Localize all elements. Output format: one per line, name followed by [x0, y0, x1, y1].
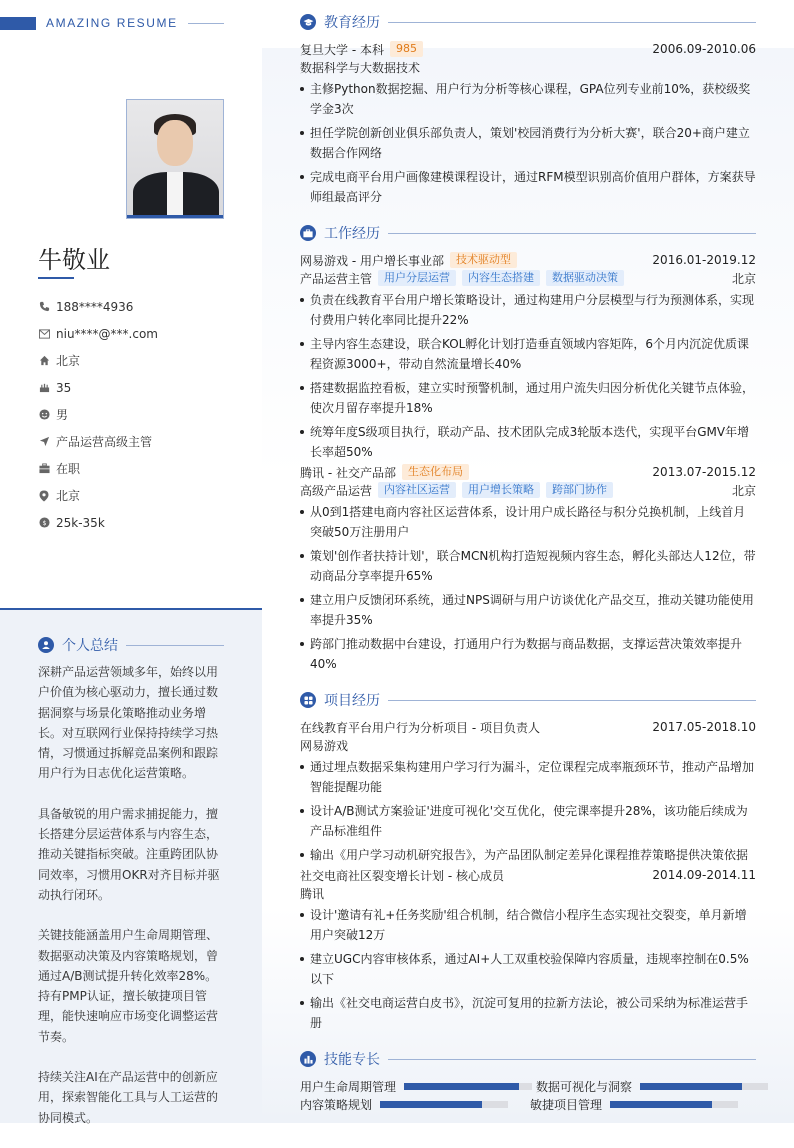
- skill-fill: [380, 1101, 482, 1108]
- section-divider: [388, 700, 756, 701]
- info-status: [38, 455, 238, 482]
- skill-bar: [404, 1083, 532, 1090]
- info-city: [38, 347, 238, 374]
- education-bullets: [300, 79, 756, 207]
- project-org: 腾讯: [300, 886, 325, 901]
- skill-bar: [640, 1083, 768, 1090]
- profile-name: 牛敬业: [38, 246, 110, 274]
- skill-bar: [610, 1101, 738, 1108]
- skill-fill: [640, 1083, 742, 1090]
- info-text: 35: [56, 380, 72, 395]
- list-item: 负责在线教育平台用户增长策略设计，通过构建用户分层模型与行为预测体系，实现付费用户转化率同比提升22%: [300, 290, 756, 330]
- info-age: [38, 374, 238, 401]
- project-date: 2014.09-2014.11: [652, 868, 756, 882]
- section-divider: [388, 22, 756, 23]
- projects-heading: [300, 690, 756, 710]
- summary-paragraph: 深耕产品运营领域多年，始终以用户价值为核心驱动力，擅长通过数据洞察与场景化策略推动业务增长。对互联网行业保持持续学习热情，习惯通过拆解竞品案例和跟踪用户行为日志优化运营策略。: [38, 665, 219, 781]
- project-date: 2017.05-2018.10: [652, 720, 756, 734]
- skills-heading: [300, 1049, 756, 1069]
- work-entry: [300, 251, 756, 466]
- section-divider: [388, 233, 756, 234]
- info-text: 188****4936: [56, 299, 134, 314]
- job-role: 产品运营主管: [300, 271, 373, 286]
- project-entry: [300, 718, 756, 869]
- skill-label: 数据可视化与洞察: [536, 1079, 633, 1094]
- user-icon: [38, 637, 54, 653]
- list-item: 完成电商平台用户画像建模课程设计，通过RFM模型识别高价值用户群体，方案获导师组最高评分: [300, 167, 756, 207]
- job-city: 北京: [731, 271, 756, 286]
- job-bullets: [300, 502, 756, 674]
- info-text: 产品运营高级主管: [56, 435, 153, 449]
- section-title: 工作经历: [324, 226, 380, 242]
- info-phone: [38, 293, 238, 320]
- avatar: [126, 99, 224, 219]
- skill-tag: 内容生态搭建: [462, 270, 540, 286]
- school-tag: 985: [390, 41, 423, 57]
- list-item: 搭建数据监控看板，建立实时预警机制，通过用户流失归因分析优化关键节点体验，使次月留存率提升18%: [300, 378, 756, 418]
- mail-icon: [38, 328, 50, 340]
- contact-info-list: [38, 293, 238, 536]
- info-email: [38, 320, 238, 347]
- project-name: 社交电商社区裂变增长计划 - 核心成员: [300, 868, 504, 883]
- list-item: 从0到1搭建电商内容社区运营体系，设计用户成长路径与积分兑换机制，上线首月突破50万注册用户: [300, 502, 756, 542]
- project-entry: [300, 866, 756, 1037]
- phone-icon: [38, 301, 50, 313]
- summary-paragraph: 持续关注AI在产品运营中的创新应用，探索智能化工具与人工运营的协同模式。: [38, 1070, 219, 1125]
- cake-icon: [38, 382, 50, 394]
- list-item: 主导内容生态建设，联合KOL孵化计划打造垂直领域内容矩阵，6个月内沉淀优质课程资源3000+，带动自然流量增长40%: [300, 334, 756, 374]
- info-text: 北京: [56, 354, 81, 368]
- list-item: 担任学院创新创业俱乐部负责人，策划'校园消费行为分析大赛'，联合20+商户建立数据合作网络: [300, 123, 756, 163]
- list-item: 设计'邀请有礼+任务奖励'组合机制，结合微信小程序生态实现社交裂变，单月新增用户突破12万: [300, 905, 756, 945]
- info-gender: [38, 401, 238, 428]
- list-item: 通过埋点数据采集构建用户学习行为漏斗，定位课程完成率瓶颈环节，推动产品增加智能提醒功能: [300, 757, 756, 797]
- skill-fill: [610, 1101, 712, 1108]
- brand-title: AMAZING RESUME: [46, 16, 178, 30]
- grid-icon: [300, 692, 316, 708]
- summary-paragraph: 具备敏锐的用户需求捕捉能力，擅长搭建分层运营体系与内容生态，推动关键指标突破。注重跨团队协同效率，习惯用OKR对齐目标并驱动执行闭环。: [38, 806, 220, 902]
- section-divider: [126, 645, 224, 646]
- project-name: 在线教育平台用户行为分析项目 - 项目负责人: [300, 720, 540, 735]
- list-item: 建立用户反馈闭环系统，通过NPS调研与用户访谈优化产品交互，推动关键功能使用率提升35%: [300, 590, 756, 630]
- skill-tag: 数据驱动决策: [546, 270, 624, 286]
- section-title: 项目经历: [324, 693, 380, 709]
- major: 数据科学与大数据技术: [300, 60, 421, 75]
- job-city: 北京: [731, 483, 756, 498]
- skill-tag: 用户增长策略: [462, 482, 540, 498]
- skill-tag: 用户分层运营: [378, 270, 456, 286]
- graduation-cap-icon: [300, 14, 316, 30]
- brand-bar: [0, 17, 36, 30]
- skill-label: 敏捷项目管理: [530, 1097, 603, 1112]
- name-divider: [38, 277, 74, 279]
- section-divider: [388, 1059, 756, 1060]
- location-pin-icon: [38, 490, 50, 502]
- list-item: 主修Python数据挖掘、用户行为分析等核心课程，GPA位列专业前10%，获校级奖学金3次: [300, 79, 756, 119]
- company-tag: 技术驱动型: [450, 252, 517, 268]
- company-name: 网易游戏 - 用户增长事业部: [300, 253, 444, 268]
- section-title: 技能专长: [324, 1052, 380, 1068]
- brand-divider: [188, 23, 224, 24]
- summary-paragraph: 关键技能涵盖用户生命周期管理、数据驱动决策及内容策略规划，曾通过A/B测试提升转化效率28%。持有PMP认证，擅长敏捷项目管理，能快速响应市场变化调整运营节奏。: [38, 928, 219, 1044]
- skill-label: 用户生命周期管理: [300, 1079, 397, 1094]
- skill-row: [300, 1077, 770, 1095]
- info-location: [38, 482, 238, 509]
- info-salary: [38, 509, 238, 536]
- skill-bar: [380, 1101, 508, 1108]
- info-text: niu****@***.com: [56, 326, 158, 341]
- job-date: 2016.01-2019.12: [652, 253, 756, 267]
- job-bullets: [300, 290, 756, 462]
- company-tag: 生态化布局: [402, 464, 469, 480]
- project-bullets: [300, 757, 756, 865]
- job-role: 高级产品运营: [300, 483, 373, 498]
- company-name: 腾讯 - 社交产品部: [300, 465, 396, 480]
- list-item: 输出《社交电商运营白皮书》，沉淀可复用的拉新方法论，被公司采纳为标准运营手册: [300, 993, 756, 1033]
- education-heading: [300, 12, 756, 32]
- svg-text:$: $: [41, 518, 47, 527]
- info-position: [38, 428, 238, 455]
- bar-chart-icon: [300, 1051, 316, 1067]
- section-title: 个人总结: [62, 638, 118, 654]
- skill-row: [300, 1095, 770, 1113]
- list-item: 输出《用户学习动机研究报告》，为产品团队制定差异化课程推荐策略提供决策依据: [300, 845, 756, 865]
- section-title: 教育经历: [324, 15, 380, 31]
- info-text: 男: [56, 408, 69, 422]
- skill-tag: 内容社区运营: [378, 482, 456, 498]
- summary-text: [38, 662, 224, 1148]
- briefcase-icon: [38, 463, 50, 475]
- list-item: 设计A/B测试方案验证'进度可视化'交互优化，使完课率提升28%，该功能后续成为产品标准组件: [300, 801, 756, 841]
- salary-icon: [38, 517, 50, 529]
- work-heading: [300, 223, 756, 243]
- skill-tag: 跨部门协作: [546, 482, 613, 498]
- project-bullets: [300, 905, 756, 1033]
- info-text: 25k-35k: [56, 515, 105, 530]
- home-icon: [38, 355, 50, 367]
- skill-label: 内容策略规划: [300, 1097, 373, 1112]
- list-item: 策划'创作者扶持计划'，联合MCN机构打造短视频内容生态，孵化头部达人12位，带动商品分享率提升65%: [300, 546, 756, 586]
- info-text: 在职: [56, 462, 81, 476]
- list-item: 统筹年度S级项目执行，联动产品、技术团队完成3轮版本迭代，实现平台GMV年增长率超50%: [300, 422, 756, 462]
- education-entry: [300, 40, 756, 211]
- summary-heading: [38, 635, 224, 655]
- school-name: 复旦大学 - 本科: [300, 42, 384, 57]
- work-entry: [300, 463, 756, 678]
- skill-fill: [404, 1083, 519, 1090]
- skills-list: [300, 1077, 770, 1113]
- list-item: 跨部门推动数据中台建设，打通用户行为数据与商品数据，支撑运营决策效率提升40%: [300, 634, 756, 674]
- info-text: 北京: [56, 489, 81, 503]
- list-item: 建立UGC内容审核体系，通过AI+人工双重校验保障内容质量，违规率控制在0.5%以下: [300, 949, 756, 989]
- briefcase-icon: [300, 225, 316, 241]
- job-date: 2013.07-2015.12: [652, 465, 756, 479]
- face-icon: [38, 409, 50, 421]
- project-org: 网易游戏: [300, 738, 349, 753]
- education-date: 2006.09-2010.06: [652, 42, 756, 56]
- send-icon: [38, 436, 50, 448]
